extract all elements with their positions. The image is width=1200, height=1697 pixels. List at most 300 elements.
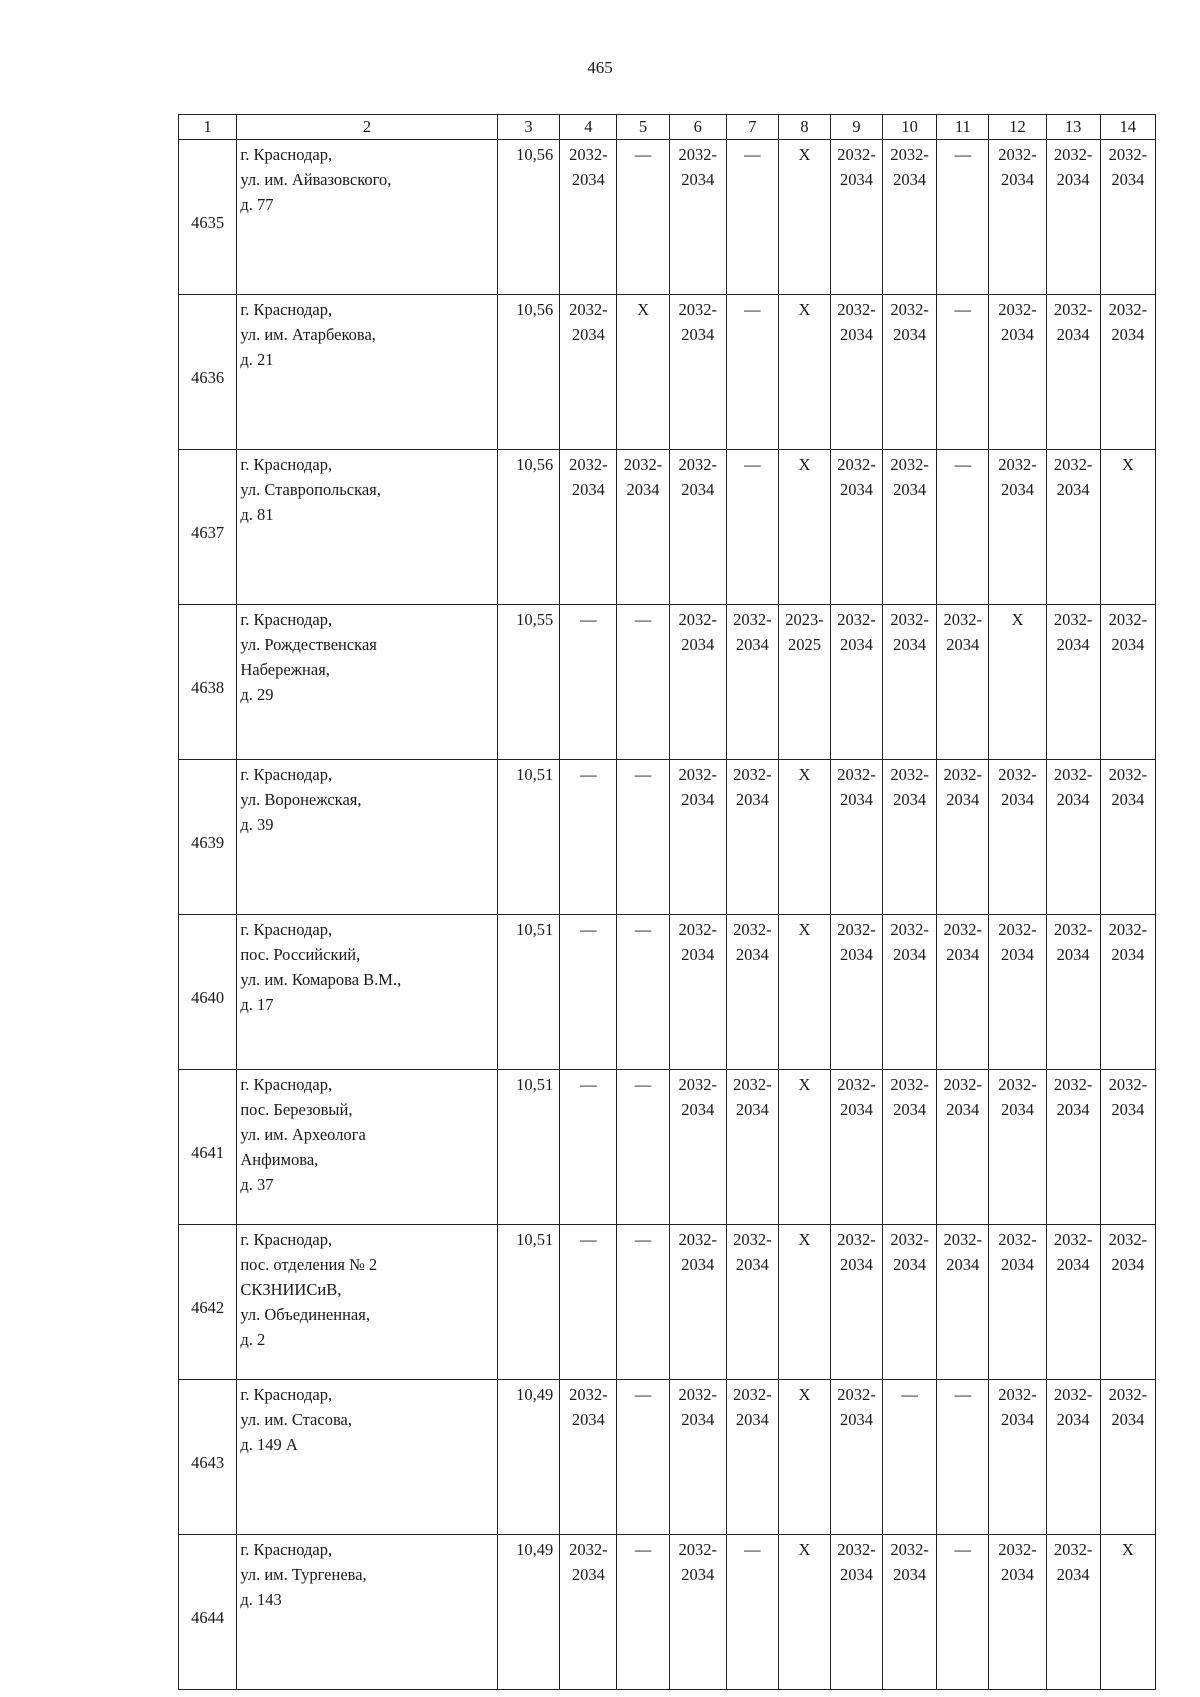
period-cell-col4	[560, 1535, 617, 1690]
table-row	[179, 140, 1156, 295]
cell-line: 2032-	[1053, 145, 1093, 164]
column-number-header: 2	[237, 115, 497, 140]
cell-line: 2034	[840, 1255, 874, 1274]
period-cell-col6	[669, 760, 726, 915]
period-cell-col9	[831, 140, 883, 295]
period-cell-col8	[778, 140, 830, 295]
address-cell	[237, 1070, 497, 1225]
period-cell-col14	[1100, 450, 1155, 605]
address-line: ул. им. Айвазовского,	[240, 170, 392, 189]
cell-line: 2032-	[678, 145, 717, 164]
row-number: 4640	[179, 915, 237, 1070]
row-number: 4644	[179, 1535, 237, 1690]
value-cell-col3: 10,55	[497, 605, 559, 760]
period-cell-col7	[726, 915, 778, 1070]
period-cell-col5	[617, 1225, 669, 1380]
row-number: 4635	[179, 140, 237, 295]
period-cell-col7	[726, 140, 778, 295]
cell-line: 2032-	[1108, 920, 1148, 939]
cell-line: 2034	[735, 1100, 769, 1119]
cell-line: 2032-	[1053, 765, 1093, 784]
cell-line: Х	[798, 300, 811, 319]
cell-line: —	[634, 1075, 652, 1094]
row-number: 4641	[179, 1070, 237, 1225]
cell-line: 2032-	[1108, 145, 1148, 164]
cell-line: 2034	[1000, 1565, 1034, 1584]
column-number-header: 3	[497, 115, 559, 140]
table-body	[179, 115, 1156, 1690]
period-cell-col7	[726, 605, 778, 760]
cell-line: 2034	[840, 1100, 874, 1119]
cell-line: 2032-	[1108, 1230, 1148, 1249]
row-number: 4636	[179, 295, 237, 450]
cell-line: 2032-	[678, 920, 717, 939]
cell-line: 2032-	[733, 1075, 772, 1094]
register-table	[178, 114, 1156, 1690]
column-number-header: 5	[617, 115, 669, 140]
address-line: д. 37	[240, 1175, 274, 1194]
cell-line: 2034	[1111, 790, 1145, 809]
cell-line: 2034	[681, 790, 715, 809]
cell-line: 2032-	[837, 765, 876, 784]
cell-line: 2032-	[943, 765, 983, 784]
cell-line: Х	[1121, 1540, 1134, 1559]
period-cell-col12	[989, 1070, 1046, 1225]
period-cell-col8	[778, 295, 830, 450]
cell-line: 2032-	[733, 765, 772, 784]
period-cell-col6	[669, 1070, 726, 1225]
cell-line: 2032-	[943, 1230, 983, 1249]
cell-line: —	[744, 145, 761, 164]
period-cell-col12	[989, 760, 1046, 915]
cell-line: 2032-	[1053, 455, 1093, 474]
column-number-header: 7	[726, 115, 778, 140]
cell-line: 2032-	[890, 145, 929, 164]
address-line: г. Краснодар,	[240, 1075, 333, 1094]
period-cell-col13	[1046, 1380, 1100, 1535]
address-line: д. 77	[240, 195, 274, 214]
period-cell-col11	[937, 140, 989, 295]
period-cell-col4	[560, 1225, 617, 1380]
value-cell-col3: 10,49	[497, 1535, 559, 1690]
cell-line: —	[634, 920, 652, 939]
cell-line: 2034	[735, 1410, 769, 1429]
cell-line: 2032-	[678, 610, 717, 629]
period-cell-col5	[617, 1070, 669, 1225]
cell-line: 2034	[893, 480, 927, 499]
cell-line: 2034	[1000, 480, 1034, 499]
cell-line: 2032-	[837, 1540, 876, 1559]
cell-line: 2034	[1056, 790, 1090, 809]
period-cell-col12	[989, 140, 1046, 295]
cell-line: 2032-	[998, 145, 1037, 164]
period-cell-col13	[1046, 140, 1100, 295]
column-number-header: 12	[989, 115, 1046, 140]
row-number: 4637	[179, 450, 237, 605]
address-line: пос. Березовый,	[240, 1100, 353, 1119]
address-line: ул. им. Археолога	[240, 1125, 366, 1144]
address-line: пос. отделения № 2	[240, 1255, 378, 1274]
cell-line: 2034	[893, 1255, 927, 1274]
cell-line: 2032-	[890, 920, 929, 939]
cell-line: —	[580, 1075, 597, 1094]
address-cell	[237, 140, 497, 295]
period-cell-col11	[937, 450, 989, 605]
cell-line: 2032-	[1108, 765, 1148, 784]
cell-line: 2034	[1056, 325, 1090, 344]
period-cell-col12	[989, 1380, 1046, 1535]
table-row	[179, 915, 1156, 1070]
period-cell-col14	[1100, 605, 1155, 760]
cell-line: 2032-	[890, 455, 929, 474]
cell-line: 2034	[681, 945, 715, 964]
cell-line: 2034	[946, 635, 980, 654]
cell-line: 2034	[840, 635, 874, 654]
period-cell-col5	[617, 140, 669, 295]
address-line: ул. Рождественская	[240, 635, 377, 654]
cell-line: —	[901, 1385, 918, 1404]
cell-line: 2034	[893, 1565, 927, 1584]
period-cell-col9	[831, 295, 883, 450]
address-cell	[237, 450, 497, 605]
cell-line: 2034	[1056, 480, 1090, 499]
cell-line: 2034	[1000, 1255, 1034, 1274]
cell-line: 2034	[840, 1410, 874, 1429]
cell-line: 2034	[735, 945, 769, 964]
table-row	[179, 1380, 1156, 1535]
cell-line: 2032-	[837, 1075, 876, 1094]
cell-line: 2032-	[678, 1540, 717, 1559]
period-cell-col9	[831, 915, 883, 1070]
cell-line: 2034	[946, 945, 980, 964]
period-cell-col4	[560, 915, 617, 1070]
period-cell-col9	[831, 605, 883, 760]
page-number: 465	[587, 58, 613, 77]
cell-line: Х	[798, 145, 811, 164]
period-cell-col5	[617, 1380, 669, 1535]
cell-line: 2032-	[678, 1075, 717, 1094]
period-cell-col8	[778, 450, 830, 605]
value-cell-col3: 10,56	[497, 450, 559, 605]
cell-line: 2032-	[569, 1540, 608, 1559]
cell-line: 2032-	[1108, 1075, 1148, 1094]
period-cell-col11	[937, 605, 989, 760]
cell-line: 2034	[735, 1255, 769, 1274]
cell-line: 2034	[1000, 1100, 1034, 1119]
address-line: Набережная,	[240, 660, 330, 679]
cell-line: 2032-	[1108, 1385, 1148, 1404]
cell-line: 2034	[840, 170, 874, 189]
period-cell-col14	[1100, 140, 1155, 295]
cell-line: 2034	[840, 480, 874, 499]
cell-line: 2034	[893, 170, 927, 189]
cell-line: 2034	[840, 325, 874, 344]
cell-line: 2032-	[1053, 300, 1093, 319]
cell-line: 2034	[1056, 1565, 1090, 1584]
value-cell-col3: 10,51	[497, 915, 559, 1070]
cell-line: 2032-	[890, 1230, 929, 1249]
cell-line: Х	[798, 920, 811, 939]
address-line: ул. им. Атарбекова,	[240, 325, 376, 344]
cell-line: 2032-	[1053, 1230, 1093, 1249]
cell-line: 2032-	[998, 765, 1037, 784]
cell-line: 2032-	[837, 145, 876, 164]
period-cell-col10	[883, 295, 937, 450]
column-number-header: 6	[669, 115, 726, 140]
cell-line: 2034	[893, 1100, 927, 1119]
period-cell-col10	[883, 915, 937, 1070]
table-row	[179, 450, 1156, 605]
address-line: пос. Российский,	[240, 945, 361, 964]
cell-line: 2034	[681, 1410, 715, 1429]
period-cell-col4	[560, 605, 617, 760]
address-line: г. Краснодар,	[240, 765, 333, 784]
table-row	[179, 1225, 1156, 1380]
period-cell-col4	[560, 140, 617, 295]
address-line: СКЗНИИСиВ,	[240, 1280, 342, 1299]
address-line: Анфимова,	[240, 1150, 319, 1169]
cell-line: 2032-	[998, 1230, 1037, 1249]
period-cell-col9	[831, 1225, 883, 1380]
period-cell-col11	[937, 1225, 989, 1380]
cell-line: —	[744, 455, 761, 474]
cell-line: 2032-	[998, 455, 1037, 474]
address-line: д. 29	[240, 685, 274, 704]
cell-line: 2032-	[1053, 610, 1093, 629]
row-number: 4639	[179, 760, 237, 915]
column-number-header: 1	[179, 115, 237, 140]
cell-line: 2032-	[678, 300, 717, 319]
cell-line: —	[634, 1385, 652, 1404]
row-number: 4642	[179, 1225, 237, 1380]
period-cell-col9	[831, 760, 883, 915]
cell-line: 2032-	[569, 1385, 608, 1404]
cell-line: 2034	[1056, 635, 1090, 654]
address-cell	[237, 605, 497, 760]
cell-line: 2032-	[678, 765, 717, 784]
cell-line: 2034	[1111, 325, 1145, 344]
cell-line: 2032-	[837, 1230, 876, 1249]
cell-line: —	[580, 920, 597, 939]
period-cell-col4	[560, 450, 617, 605]
cell-line: 2034	[1000, 945, 1034, 964]
cell-line: 2034	[681, 1100, 715, 1119]
period-cell-col13	[1046, 450, 1100, 605]
cell-line: —	[634, 765, 652, 784]
period-cell-col5	[617, 295, 669, 450]
address-line: г. Краснодар,	[240, 455, 333, 474]
address-cell	[237, 1225, 497, 1380]
period-cell-col13	[1046, 605, 1100, 760]
cell-line: —	[580, 765, 597, 784]
cell-line: 2034	[1056, 1410, 1090, 1429]
cell-line: 2034	[1056, 1100, 1090, 1119]
cell-line: 2032-	[678, 1385, 717, 1404]
period-cell-col6	[669, 1535, 726, 1690]
period-cell-col10	[883, 1225, 937, 1380]
period-cell-col5	[617, 915, 669, 1070]
column-number-header: 11	[937, 115, 989, 140]
address-line: д. 39	[240, 815, 274, 834]
cell-line: —	[580, 610, 597, 629]
cell-line: 2034	[1056, 945, 1090, 964]
cell-line: 2034	[681, 635, 715, 654]
period-cell-col7	[726, 1535, 778, 1690]
cell-line: 2034	[681, 1565, 715, 1584]
period-cell-col4	[560, 760, 617, 915]
cell-line: 2025	[787, 635, 821, 654]
cell-line: 2034	[1000, 170, 1034, 189]
cell-line: 2034	[1056, 1255, 1090, 1274]
period-cell-col5	[617, 605, 669, 760]
address-line: г. Краснодар,	[240, 1230, 333, 1249]
period-cell-col6	[669, 450, 726, 605]
cell-line: Х	[798, 1075, 811, 1094]
period-cell-col12	[989, 295, 1046, 450]
cell-line: Х	[1121, 455, 1134, 474]
cell-line: Х	[798, 455, 811, 474]
period-cell-col14	[1100, 1070, 1155, 1225]
period-cell-col8	[778, 605, 830, 760]
period-cell-col8	[778, 1070, 830, 1225]
period-cell-col14	[1100, 295, 1155, 450]
period-cell-col10	[883, 760, 937, 915]
address-line: ул. им. Комарова В.М.,	[240, 970, 402, 989]
cell-line: —	[634, 1540, 652, 1559]
period-cell-col9	[831, 1535, 883, 1690]
cell-line: 2032-	[998, 1540, 1037, 1559]
cell-line: 2032-	[890, 300, 929, 319]
cell-line: 2034	[1111, 635, 1145, 654]
cell-line: 2023-	[785, 610, 824, 629]
period-cell-col11	[937, 1380, 989, 1535]
column-number-row	[179, 115, 1156, 140]
address-line: ул. Объединенная,	[240, 1305, 370, 1324]
period-cell-col8	[778, 1535, 830, 1690]
period-cell-col11	[937, 1535, 989, 1690]
cell-line: 2032-	[890, 610, 929, 629]
address-line: д. 81	[240, 505, 274, 524]
cell-line: —	[744, 1540, 761, 1559]
value-cell-col3: 10,51	[497, 1070, 559, 1225]
cell-line: 2032-	[837, 920, 876, 939]
cell-line: 2034	[571, 1565, 605, 1584]
period-cell-col7	[726, 1380, 778, 1535]
cell-line: 2032-	[569, 455, 608, 474]
cell-line: 2034	[571, 480, 605, 499]
address-line: г. Краснодар,	[240, 1385, 333, 1404]
period-cell-col7	[726, 1070, 778, 1225]
cell-line: 2034	[893, 635, 927, 654]
address-line: г. Краснодар,	[240, 1540, 333, 1559]
address-line: г. Краснодар,	[240, 300, 333, 319]
cell-line: Х	[798, 1385, 811, 1404]
cell-line: 2032-	[733, 1230, 772, 1249]
cell-line: 2032-	[890, 1540, 929, 1559]
cell-line: —	[954, 1540, 972, 1559]
cell-line: —	[634, 610, 652, 629]
column-number-header: 13	[1046, 115, 1100, 140]
period-cell-col7	[726, 450, 778, 605]
cell-line: 2032-	[837, 300, 876, 319]
cell-line: 2034	[840, 790, 874, 809]
cell-line: 2034	[1111, 1255, 1145, 1274]
cell-line: 2034	[735, 790, 769, 809]
row-number: 4643	[179, 1380, 237, 1535]
period-cell-col6	[669, 140, 726, 295]
period-cell-col13	[1046, 295, 1100, 450]
address-line: д. 149 А	[240, 1435, 298, 1454]
period-cell-col8	[778, 760, 830, 915]
period-cell-col8	[778, 1225, 830, 1380]
cell-line: 2032-	[1108, 610, 1148, 629]
cell-line: Х	[637, 300, 649, 319]
table-row	[179, 760, 1156, 915]
address-line: г. Краснодар,	[240, 920, 333, 939]
period-cell-col14	[1100, 1535, 1155, 1690]
cell-line: 2032-	[837, 455, 876, 474]
cell-line: Х	[798, 1540, 811, 1559]
cell-line: 2032-	[890, 765, 929, 784]
period-cell-col12	[989, 1535, 1046, 1690]
address-line: ул. Ставропольская,	[240, 480, 381, 499]
value-cell-col3: 10,56	[497, 140, 559, 295]
cell-line: 2034	[893, 945, 927, 964]
period-cell-col12	[989, 1225, 1046, 1380]
period-cell-col12	[989, 605, 1046, 760]
cell-line: 2034	[1000, 325, 1034, 344]
column-number-header: 4	[560, 115, 617, 140]
cell-line: 2034	[1056, 170, 1090, 189]
cell-line: 2032-	[623, 455, 663, 474]
cell-line: —	[954, 455, 972, 474]
cell-line: 2032-	[1108, 300, 1148, 319]
cell-line: 2032-	[733, 1385, 772, 1404]
cell-line: 2034	[946, 1100, 980, 1119]
cell-line: —	[954, 1385, 972, 1404]
value-cell-col3: 10,49	[497, 1380, 559, 1535]
period-cell-col10	[883, 1380, 937, 1535]
cell-line: —	[580, 1230, 597, 1249]
period-cell-col6	[669, 605, 726, 760]
cell-line: 2032-	[998, 300, 1037, 319]
table-row	[179, 1070, 1156, 1225]
period-cell-col6	[669, 295, 726, 450]
period-cell-col10	[883, 140, 937, 295]
period-cell-col8	[778, 1380, 830, 1535]
period-cell-col5	[617, 760, 669, 915]
period-cell-col5	[617, 1535, 669, 1690]
cell-line: 2032-	[1053, 1075, 1093, 1094]
period-cell-col11	[937, 295, 989, 450]
address-cell	[237, 1380, 497, 1535]
cell-line: 2034	[840, 1565, 874, 1584]
table-row	[179, 295, 1156, 450]
cell-line: 2034	[681, 480, 715, 499]
cell-line: 2034	[1000, 790, 1034, 809]
cell-line: 2034	[681, 170, 715, 189]
period-cell-col6	[669, 915, 726, 1070]
period-cell-col9	[831, 1070, 883, 1225]
cell-line: 2034	[571, 170, 605, 189]
cell-line: Х	[798, 1230, 811, 1249]
cell-line: 2032-	[733, 920, 772, 939]
cell-line: 2034	[1000, 1410, 1034, 1429]
cell-line: 2032-	[837, 1385, 876, 1404]
cell-line: 2032-	[998, 920, 1037, 939]
column-number-header: 14	[1100, 115, 1155, 140]
cell-line: 2032-	[943, 920, 983, 939]
